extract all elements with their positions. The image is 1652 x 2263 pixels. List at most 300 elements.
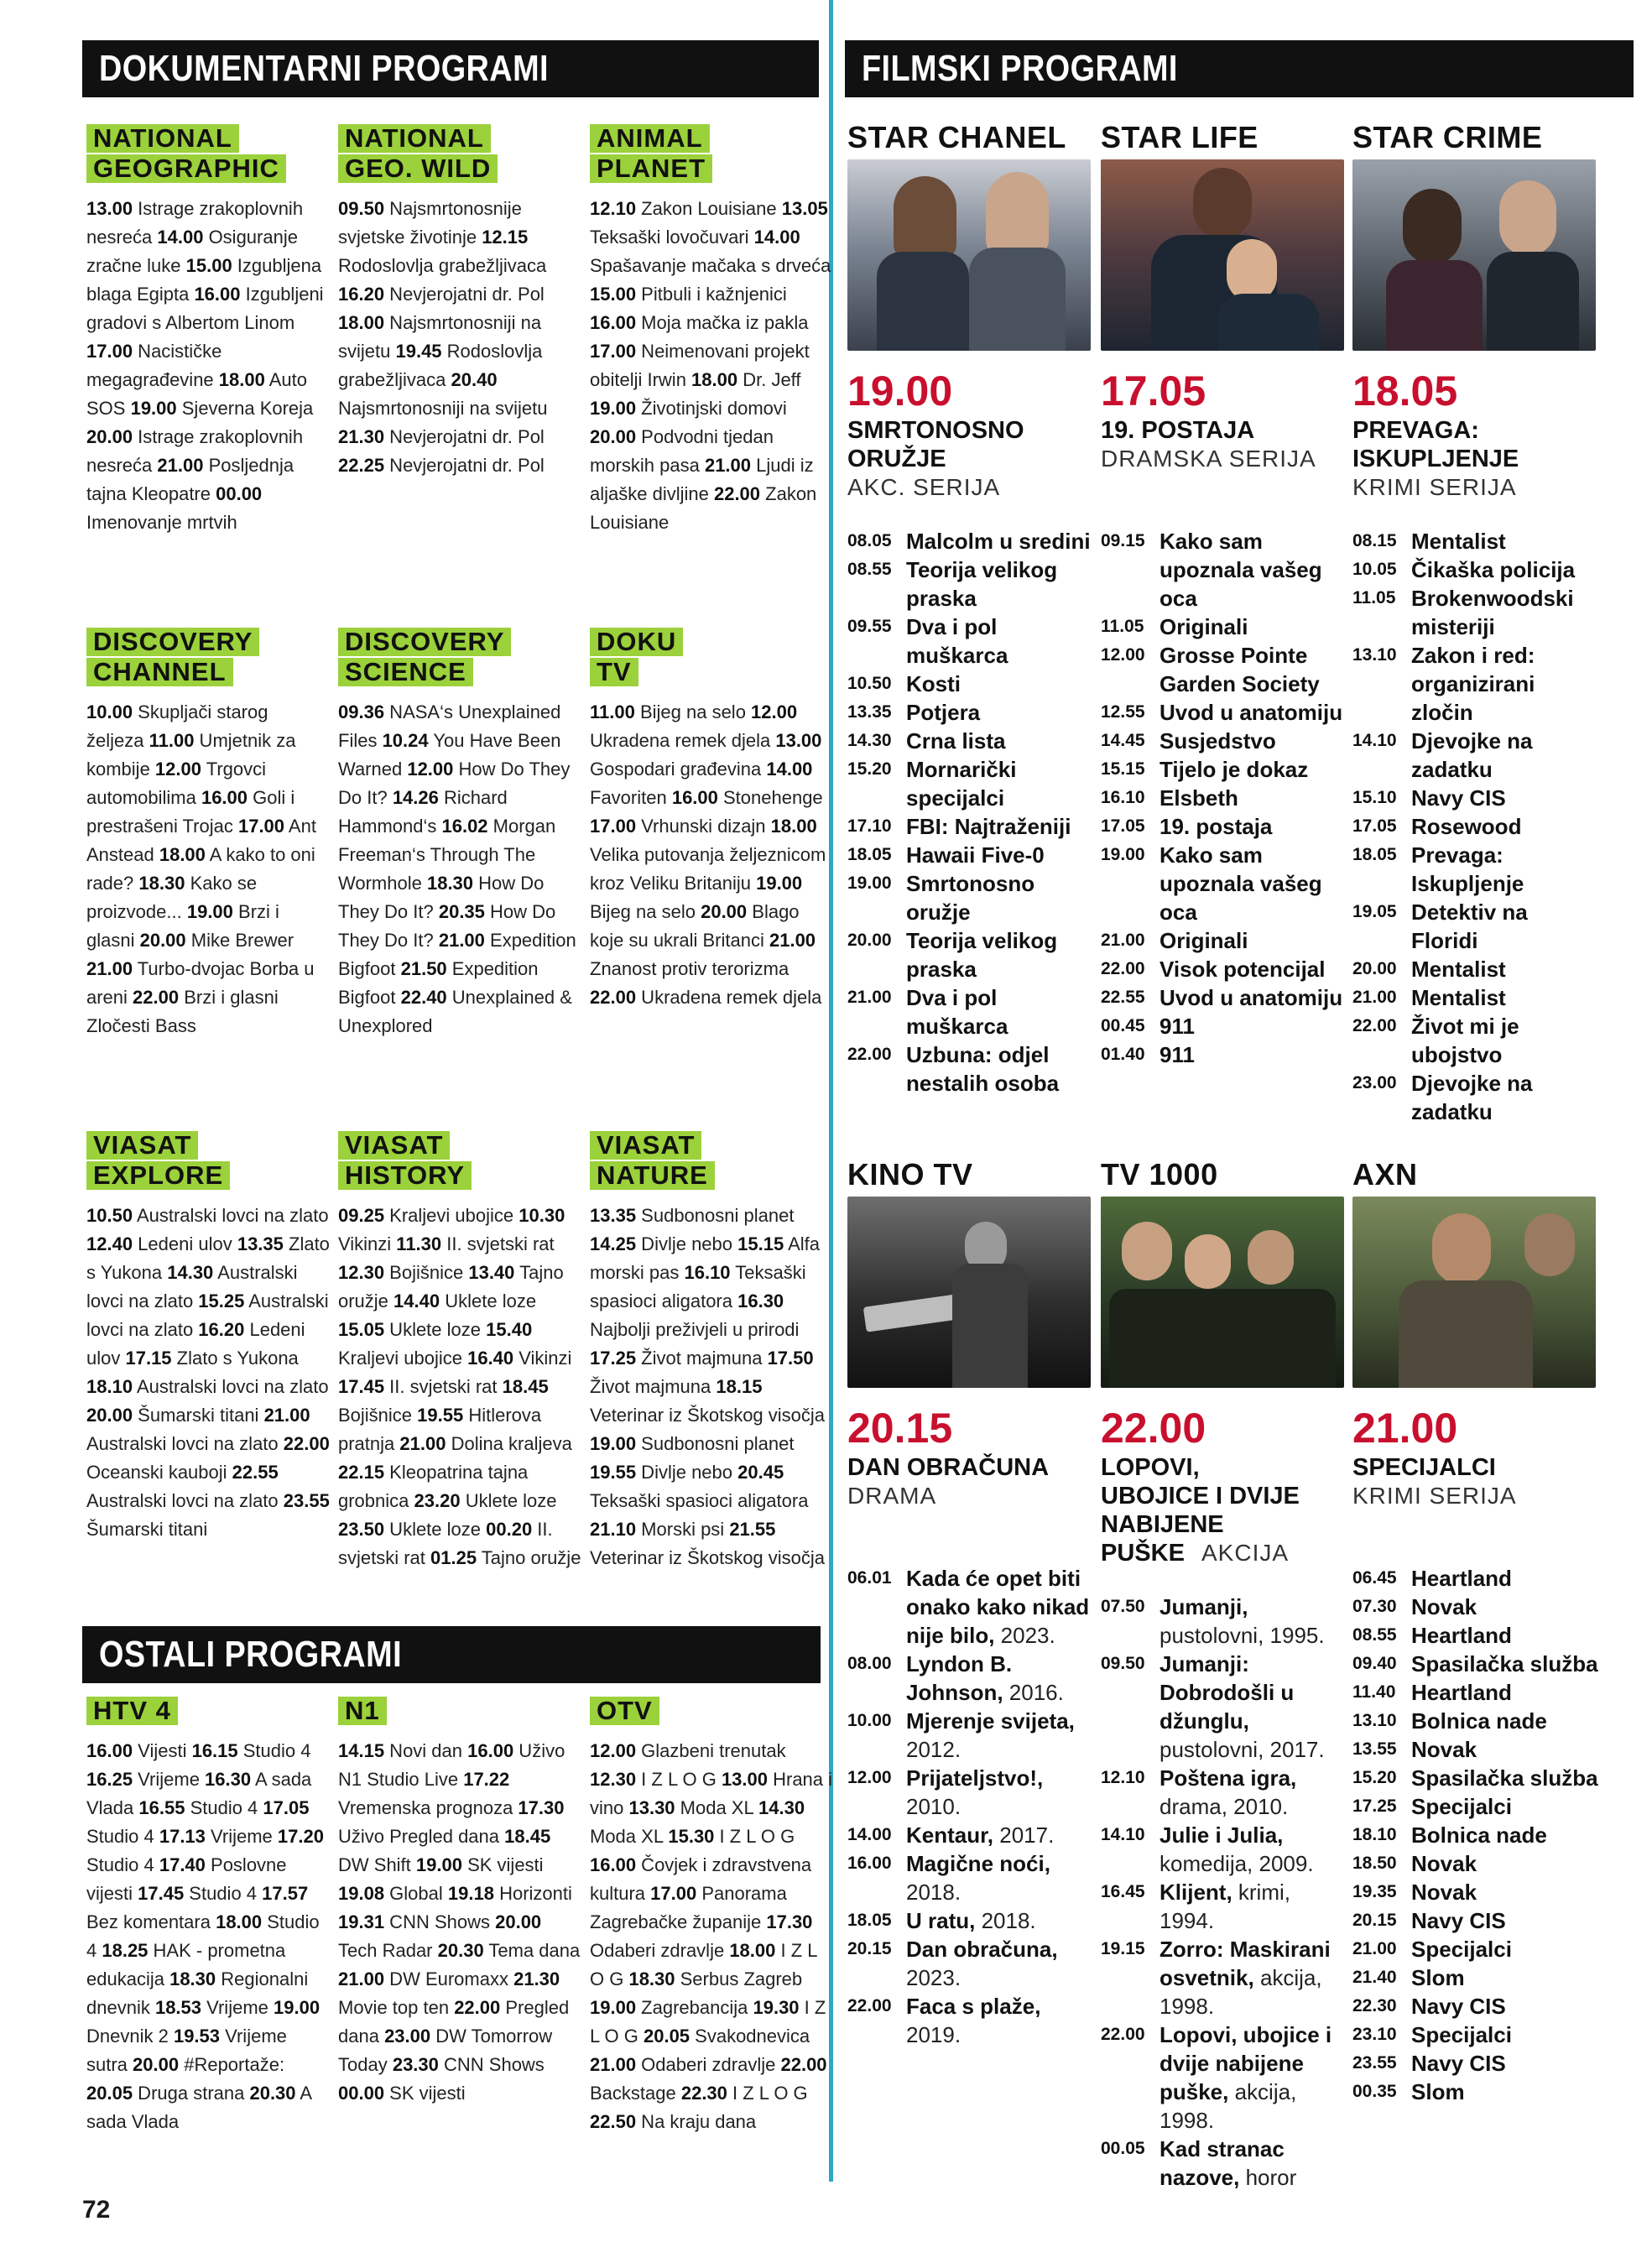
schedule-time: 06.01 xyxy=(847,1568,892,1588)
schedule-time: 15.15 xyxy=(1101,759,1145,779)
schedule-row xyxy=(1101,784,1348,812)
film-title: LOPOVI, UBOJICE I DVIJE NABIJENE PUŠKE xyxy=(1101,1454,1300,1567)
schedule-title: Čikaška policija xyxy=(1411,557,1576,582)
schedule-time: 14.00 xyxy=(847,1825,892,1844)
schedule-time: 22.00 xyxy=(1352,1016,1397,1035)
channel-national-geographic xyxy=(86,124,330,537)
channel-name: NATIONAL xyxy=(86,124,239,153)
schedule-row xyxy=(847,812,1095,841)
schedule-row xyxy=(847,755,1095,812)
schedule-time: 22.00 xyxy=(1101,2025,1145,2044)
schedule-title: Prevaga: Iskupljenje xyxy=(1411,842,1524,896)
channel-doku-tv xyxy=(590,628,833,1012)
schedule-title: Teorija velikog praska xyxy=(906,557,1058,611)
schedule-time: 23.00 xyxy=(1352,1073,1397,1092)
channel-htv4 xyxy=(86,1697,330,2136)
schedule-title: Novak xyxy=(1411,1851,1477,1876)
show-photo xyxy=(847,159,1091,351)
film-schedule xyxy=(847,527,1095,1098)
schedule-note: drama, 2010. xyxy=(1160,1794,1289,1819)
channel-name: DOKU xyxy=(590,628,683,656)
schedule-title: Julie i Julia, komedija, 2009. xyxy=(1160,1822,1314,1876)
film-genre: AKCIJA xyxy=(1201,1540,1290,1566)
schedule-row xyxy=(847,555,1095,613)
channel-name: PLANET xyxy=(590,154,712,183)
schedule-time: 19.00 xyxy=(1101,845,1145,864)
schedule-row xyxy=(847,1906,1095,1935)
schedule-row xyxy=(1352,2078,1600,2106)
film-star-life xyxy=(1101,119,1348,1069)
channel-discovery-science xyxy=(338,628,581,1040)
schedule-text: 12.10 Zakon Louisiane 13.05 Teksaški lovočuvari 14.00 Spašavanje mačaka s drveća 15.00 Pitbuli i kažnjenici 16.00 Moja mačka iz pakla 17.00 Neimenovani projekt obitelji Irwin 18.00 Dr. Jeff 19.00 Životinjski domovi 20.00 Podvodni tjedan morskih pasa 21.00 Ljudi iz aljaške divljine 22.00 Zakon Louisiane xyxy=(590,198,831,533)
page-number: 72 xyxy=(82,2196,111,2224)
schedule-time: 18.05 xyxy=(847,1911,892,1930)
schedule-title: Hawaii Five-0 xyxy=(906,842,1045,868)
schedule-time: 08.55 xyxy=(1352,1625,1397,1645)
schedule-title: Specijalci xyxy=(1411,1794,1512,1819)
schedule-title: Novak xyxy=(1411,1594,1477,1619)
schedule-time: 22.00 xyxy=(847,1045,892,1064)
schedule-time: 00.05 xyxy=(1101,2139,1145,2158)
schedule-time: 22.55 xyxy=(1101,988,1145,1007)
schedule-title: Zorro: Maskirani osvetnik, akcija, 1998. xyxy=(1160,1937,1331,2019)
schedule-title: Grosse Pointe Garden Society xyxy=(1160,643,1320,696)
schedule-title: Teorija velikog praska xyxy=(906,928,1058,982)
schedule-title: Susjedstvo xyxy=(1160,728,1276,753)
schedule-time: 09.50 xyxy=(1101,1654,1145,1673)
schedule-title: Prijateljstvo!, 2010. xyxy=(906,1765,1044,1819)
schedule-time: 18.50 xyxy=(1352,1854,1397,1873)
schedule-note: 2019. xyxy=(906,2022,961,2047)
schedule-time: 19.35 xyxy=(1352,1882,1397,1901)
schedule-row xyxy=(1101,613,1348,641)
schedule-time: 12.00 xyxy=(1101,645,1145,665)
schedule-note: 2023. xyxy=(906,1965,961,1990)
schedule-time: 22.30 xyxy=(1352,1996,1397,2015)
schedule-row xyxy=(1352,555,1600,584)
schedule-time: 00.35 xyxy=(1352,2082,1397,2101)
schedule-time: 11.05 xyxy=(1101,617,1144,636)
schedule-row xyxy=(847,670,1095,698)
channel-name: SCIENCE xyxy=(338,658,473,686)
schedule-title: Mentalist xyxy=(1411,957,1506,982)
show-photo xyxy=(1352,1197,1596,1388)
schedule-time: 14.10 xyxy=(1352,731,1397,750)
schedule-time: 08.55 xyxy=(847,560,892,579)
schedule-row xyxy=(1101,641,1348,698)
film-title: DAN OBRAČUNA xyxy=(847,1454,1050,1481)
schedule-title: Kako sam upoznala vašeg oca xyxy=(1160,529,1322,611)
section-header-other: OSTALI PROGRAMI xyxy=(82,1626,821,1683)
channel-name: N1 xyxy=(338,1697,387,1725)
schedule-note: horor xyxy=(1239,2165,1297,2190)
schedule-title: U ratu, 2018. xyxy=(906,1908,1036,1933)
film-title: PREVAGA: ISKUPLJENJE xyxy=(1352,417,1519,472)
schedule-row xyxy=(1352,1963,1600,1992)
schedule-row xyxy=(847,1935,1095,1992)
schedule-title: Heartland xyxy=(1411,1680,1512,1705)
schedule-title: Navy CIS xyxy=(1411,1994,1506,2019)
schedule-time: 12.10 xyxy=(1101,1768,1145,1787)
film-tv1000 xyxy=(1101,1156,1348,2192)
channel-national-geo-wild xyxy=(338,124,581,480)
schedule-time: 09.55 xyxy=(847,617,892,636)
schedule-row xyxy=(1352,1650,1600,1678)
schedule-time: 22.00 xyxy=(847,1996,892,2015)
film-channel-name: STAR CRIME xyxy=(1352,120,1543,154)
schedule-title: Život mi je ubojstvo xyxy=(1411,1014,1519,1067)
film-channel-name: STAR CHANEL xyxy=(847,120,1066,154)
schedule-title: Uzbuna: odjel nestalih osoba xyxy=(906,1042,1060,1096)
schedule-time: 18.10 xyxy=(1352,1825,1397,1844)
channel-name: NATURE xyxy=(590,1161,715,1190)
film-time: 18.05 xyxy=(1352,368,1458,415)
schedule-row xyxy=(1352,584,1600,641)
schedule-title: 19. postaja xyxy=(1160,814,1273,839)
film-time: 20.15 xyxy=(847,1405,953,1452)
schedule-time: 16.45 xyxy=(1101,1882,1145,1901)
schedule-time: 17.25 xyxy=(1352,1796,1397,1816)
schedule-row xyxy=(847,1707,1095,1764)
schedule-row xyxy=(1352,1906,1600,1935)
schedule-row xyxy=(1352,1735,1600,1764)
channel-viasat-explore xyxy=(86,1131,330,1544)
schedule-row xyxy=(1101,527,1348,613)
schedule-row xyxy=(1352,898,1600,955)
schedule-time: 14.10 xyxy=(1101,1825,1145,1844)
schedule-time: 00.45 xyxy=(1101,1016,1145,1035)
schedule-time: 14.30 xyxy=(847,731,892,750)
schedule-row xyxy=(1101,1821,1348,1878)
film-time: 22.00 xyxy=(1101,1405,1206,1452)
schedule-note: krimi, 1994. xyxy=(1160,1880,1290,1933)
show-photo xyxy=(847,1197,1091,1388)
schedule-row xyxy=(847,613,1095,670)
schedule-title: Mentalist xyxy=(1411,529,1506,554)
schedule-row xyxy=(1101,1935,1348,2021)
schedule-text: 12.00 Glazbeni trenutak 12.30 I Z L O G 13.00 Hrana i vino 13.30 Moda XL 14.30 Moda XL 15.30 I Z L O G 16.00 Čovjek i zdravstvena kultura 17.00 Panorama Zagrebačke županije 17.30 Odaberi zdravlje 18.00 I Z L O G 18.30 Serbus Zagreb 19.00 Zagrebancija 19.30 I Z L O G 20.05 Svakodnevica 21.00 Odaberi zdravlje 22.00 Backstage 22.30 I Z L O G 22.50 Na kraju dana xyxy=(590,1740,833,2132)
schedule-note: 2010. xyxy=(906,1794,961,1819)
schedule-time: 13.35 xyxy=(847,702,892,722)
schedule-title: Slom xyxy=(1411,1965,1465,1990)
section-header-film: FILMSKI PROGRAMI xyxy=(845,40,1634,97)
schedule-row xyxy=(1352,641,1600,727)
schedule-row xyxy=(1352,1792,1600,1821)
schedule-row xyxy=(847,1040,1095,1098)
schedule-title: Dan obračuna, 2023. xyxy=(906,1937,1058,1990)
schedule-title: Djevojke na zadatku xyxy=(1411,728,1533,782)
schedule-row xyxy=(1352,1935,1600,1963)
schedule-title: Novak xyxy=(1411,1880,1477,1905)
schedule-row xyxy=(847,983,1095,1040)
film-schedule xyxy=(847,1564,1095,2049)
schedule-time: 21.00 xyxy=(1352,988,1397,1007)
schedule-time: 13.10 xyxy=(1352,1711,1397,1730)
schedule-time: 20.00 xyxy=(847,931,892,950)
schedule-title: Brokenwoodski misteriji xyxy=(1411,586,1574,639)
channel-discovery-channel xyxy=(86,628,330,1040)
channel-name: GEO. WILD xyxy=(338,154,498,183)
schedule-title: Crna lista xyxy=(906,728,1006,753)
schedule-time: 06.45 xyxy=(1352,1568,1397,1588)
schedule-time: 18.05 xyxy=(847,845,892,864)
schedule-note: 2012. xyxy=(906,1737,961,1762)
schedule-time: 12.55 xyxy=(1101,702,1145,722)
channel-name: GEOGRAPHIC xyxy=(86,154,286,183)
schedule-note: 2018. xyxy=(906,1880,961,1905)
film-star-chanel xyxy=(847,119,1095,1098)
schedule-title: Jumanji: Dobrodošli u džunglu, pustolovni, 2017. xyxy=(1160,1651,1325,1762)
schedule-row xyxy=(847,527,1095,555)
schedule-title: Detektiv na Floridi xyxy=(1411,899,1528,953)
schedule-time: 13.55 xyxy=(1352,1739,1397,1759)
channel-animal-planet xyxy=(590,124,833,537)
schedule-row xyxy=(1352,1878,1600,1906)
schedule-title: Bolnica nade xyxy=(1411,1708,1547,1734)
film-title: 19. POSTAJA xyxy=(1101,417,1255,444)
schedule-row xyxy=(1101,1650,1348,1764)
channel-name: HTV 4 xyxy=(86,1697,178,1725)
schedule-text: 13.00 Istrage zrakoplovnih nesreća 14.00 Osiguranje zračne luke 15.00 Izgubljena blaga Egipta 16.00 Izgubljeni gradovi s Albertom Linom 17.00 Nacističke megagrađevine 18.00 Auto SOS 19.00 Sjeverna Koreja 20.00 Istrage zrakoplovnih nesreća 21.00 Posljednja tajna Kleopatre 00.00 Imenovanje mrtvih xyxy=(86,198,324,533)
schedule-row xyxy=(1101,812,1348,841)
channel-otv xyxy=(590,1697,833,2136)
schedule-time: 09.40 xyxy=(1352,1654,1397,1673)
schedule-title: Lyndon B. Johnson, 2016. xyxy=(906,1651,1064,1705)
schedule-time: 16.00 xyxy=(847,1854,892,1873)
film-schedule xyxy=(1352,1564,1600,2106)
schedule-time: 07.50 xyxy=(1101,1597,1145,1616)
schedule-text: 09.50 Najsmrtonosnije svjetske životinje 12.15 Rodoslovlja grabežljivaca 16.20 Nevjerojatni dr. Pol 18.00 Najsmrtonosniji na svijetu 19.45 Rodoslovlja grabežljivaca 20.40 Najsmrtonosniji na svijetu 21.30 Nevjerojatni dr. Pol 22.25 Nevjerojatni dr. Pol xyxy=(338,198,548,476)
film-genre: KRIMI SERIJA xyxy=(1352,474,1517,500)
film-axn xyxy=(1352,1156,1600,2106)
schedule-time: 15.20 xyxy=(1352,1768,1397,1787)
schedule-time: 10.05 xyxy=(1352,560,1397,579)
schedule-time: 22.00 xyxy=(1101,959,1145,978)
schedule-note: akcija, 1998. xyxy=(1160,2079,1297,2133)
schedule-row xyxy=(1101,983,1348,1012)
schedule-text: 13.35 Sudbonosni planet 14.25 Divlje nebo 15.15 Alfa morski pas 16.10 Teksaški spasioci aligatora 16.30 Najbolji preživjeli u prirodi 17.25 Život majmuna 17.50 Život majmuna 18.15 Veterinar iz Škotskog visočja 19.00 Sudbonosni planet 19.55 Divlje nebo 20.45 Teksaški spasioci aligatora 21.10 Morski psi 21.55 Veterinar iz Škotskog visočja xyxy=(590,1205,826,1568)
schedule-row xyxy=(847,1650,1095,1707)
schedule-time: 23.10 xyxy=(1352,2025,1397,2044)
schedule-row xyxy=(1101,1593,1348,1650)
schedule-note: akcija, 1998. xyxy=(1160,1965,1322,2019)
schedule-row xyxy=(1101,2135,1348,2192)
channel-name: VIASAT xyxy=(590,1131,701,1160)
schedule-title: Kako sam upoznala vašeg oca xyxy=(1160,842,1322,925)
schedule-row xyxy=(1352,1593,1600,1621)
channel-name: DISCOVERY xyxy=(86,628,259,656)
channel-name: VIASAT xyxy=(86,1131,198,1160)
schedule-title: Originali xyxy=(1160,614,1248,639)
film-title: SMRTONOSNO ORUŽJE xyxy=(847,417,1024,472)
schedule-title: Tijelo je dokaz xyxy=(1160,757,1309,782)
schedule-row xyxy=(1101,2021,1348,2135)
schedule-row xyxy=(847,1564,1095,1650)
channel-name: OTV xyxy=(590,1697,659,1725)
schedule-title: Navy CIS xyxy=(1411,2051,1506,2076)
schedule-time: 11.40 xyxy=(1352,1682,1396,1702)
schedule-time: 15.10 xyxy=(1352,788,1397,807)
schedule-title: Mjerenje svijeta, 2012. xyxy=(906,1708,1075,1762)
channel-viasat-history xyxy=(338,1131,581,1572)
schedule-row xyxy=(1352,1707,1600,1735)
schedule-note: 2018. xyxy=(975,1908,1036,1933)
schedule-title: Kad stranac nazove, horor xyxy=(1160,2136,1297,2190)
schedule-text: 16.00 Vijesti 16.15 Studio 4 16.25 Vrijeme 16.30 A sada Vlada 16.55 Studio 4 17.05 Studio 4 17.13 Vrijeme 17.20 Studio 4 17.40 Poslovne vijesti 17.45 Studio 4 17.57 Bez komentara 18.00 Studio 4 18.25 HAK - prometna edukacija 18.30 Regionalni dnevnik 18.53 Vrijeme 19.00 Dnevnik 2 19.53 Vrijeme sutra 20.00 #Reportaže: 20.05 Druga strana 20.30 A sada Vlada xyxy=(86,1740,324,2132)
channel-name: VIASAT xyxy=(338,1131,450,1160)
schedule-note: 2016. xyxy=(1003,1680,1064,1705)
schedule-note: pustolovni, 2017. xyxy=(1160,1737,1325,1762)
schedule-title: Visok potencijal xyxy=(1160,957,1326,982)
schedule-time: 15.20 xyxy=(847,759,892,779)
film-genre: KRIMI SERIJA xyxy=(1352,1483,1517,1509)
schedule-title: Heartland xyxy=(1411,1623,1512,1648)
schedule-time: 01.40 xyxy=(1101,1045,1145,1064)
show-photo xyxy=(1352,159,1596,351)
schedule-title: Magične noći, 2018. xyxy=(906,1851,1050,1905)
film-time: 21.00 xyxy=(1352,1405,1458,1452)
schedule-time: 21.00 xyxy=(1352,1939,1397,1958)
schedule-title: Specijalci xyxy=(1411,2022,1512,2047)
schedule-title: Uvod u anatomiju xyxy=(1160,700,1343,725)
channel-viasat-nature xyxy=(590,1131,833,1572)
schedule-time: 23.55 xyxy=(1352,2053,1397,2073)
schedule-time: 17.05 xyxy=(1101,816,1145,836)
schedule-row xyxy=(1101,955,1348,983)
schedule-title: 911 xyxy=(1160,1014,1195,1039)
film-kino-tv xyxy=(847,1156,1095,2049)
schedule-title: Navy CIS xyxy=(1411,785,1506,811)
schedule-title: Mornarički specijalci xyxy=(906,757,1017,811)
schedule-row xyxy=(1352,1621,1600,1650)
schedule-note: 2023. xyxy=(994,1623,1055,1648)
schedule-title: Uvod u anatomiju xyxy=(1160,985,1343,1010)
schedule-row xyxy=(1352,2021,1600,2049)
schedule-row xyxy=(1101,1012,1348,1040)
schedule-time: 10.00 xyxy=(847,1711,892,1730)
schedule-row xyxy=(1352,1678,1600,1707)
film-schedule xyxy=(1101,527,1348,1069)
schedule-title: Malcolm u sredini xyxy=(906,529,1091,554)
schedule-text: 09.36 NASA‘s Unexplained Files 10.24 You Have Been Warned 12.00 How Do They Do It? 14.26 Richard Hammond‘s 16.02 Morgan Freeman‘s Through The Wormhole 18.30 How Do They Do It? 20.35 How Do They Do It? 21.00 Expedition Bigfoot 21.50 Expedition Bigfoot 22.40 Unexplained & Unexplored xyxy=(338,701,576,1036)
film-title: SPECIJALCI xyxy=(1352,1454,1496,1481)
schedule-row xyxy=(847,1992,1095,2049)
schedule-row xyxy=(1352,1821,1600,1849)
section-header-documentary: DOKUMENTARNI PROGRAMI xyxy=(82,40,819,97)
schedule-note: komedija, 2009. xyxy=(1160,1851,1314,1876)
film-schedule xyxy=(1101,1593,1348,2192)
schedule-note: 2017. xyxy=(993,1822,1055,1848)
schedule-time: 21.00 xyxy=(847,988,892,1007)
schedule-title: Poštena igra, drama, 2010. xyxy=(1160,1765,1297,1819)
film-channel-name: KINO TV xyxy=(847,1157,973,1191)
channel-name: DISCOVERY xyxy=(338,628,511,656)
schedule-row xyxy=(1101,698,1348,727)
schedule-time: 14.45 xyxy=(1101,731,1145,750)
schedule-row xyxy=(847,1849,1095,1906)
channel-name: TV xyxy=(590,658,638,686)
schedule-row xyxy=(847,841,1095,869)
schedule-title: Klijent, krimi, 1994. xyxy=(1160,1880,1290,1933)
schedule-time: 08.15 xyxy=(1352,531,1397,550)
film-channel-name: AXN xyxy=(1352,1157,1418,1191)
schedule-row xyxy=(1101,841,1348,926)
schedule-title: Mentalist xyxy=(1411,985,1506,1010)
schedule-text: 11.00 Bijeg na selo 12.00 Ukradena remek djela 13.00 Gospodari građevina 14.00 Favoriten 16.00 Stonehenge 17.00 Vrhunski dizajn 18.00 Velika putovanja željeznicom kroz Veliku Britaniju 19.00 Bijeg na selo 20.00 Blago koje su ukrali Britanci 21.00 Znanost protiv terorizma 22.00 Ukradena remek djela xyxy=(590,701,826,1008)
schedule-title: Djevojke na zadatku xyxy=(1411,1071,1533,1124)
schedule-row xyxy=(1101,1878,1348,1935)
schedule-time: 09.15 xyxy=(1101,531,1145,550)
schedule-row xyxy=(1101,1040,1348,1069)
schedule-title: Originali xyxy=(1160,928,1248,953)
schedule-time: 20.00 xyxy=(1352,959,1397,978)
schedule-time: 16.10 xyxy=(1101,788,1145,807)
schedule-title: Rosewood xyxy=(1411,814,1522,839)
schedule-time: 18.05 xyxy=(1352,845,1397,864)
schedule-title: Zakon i red: organizirani zločin xyxy=(1411,643,1535,725)
schedule-row xyxy=(1352,812,1600,841)
schedule-time: 08.05 xyxy=(847,531,892,550)
schedule-title: Potjera xyxy=(906,700,981,725)
schedule-row xyxy=(847,727,1095,755)
film-genre: AKC. SERIJA xyxy=(847,474,1001,500)
schedule-row xyxy=(1352,983,1600,1012)
film-time: 19.00 xyxy=(847,368,953,415)
channel-name: EXPLORE xyxy=(86,1161,230,1190)
schedule-title: Kentaur, 2017. xyxy=(906,1822,1055,1848)
schedule-text: 09.25 Kraljevi ubojice 10.30 Vikinzi 11.30 II. svjetski rat 12.30 Bojišnice 13.40 Tajno oružje 14.40 Uklete loze 15.05 Uklete loze 15.40 Kraljevi ubojice 16.40 Vikinzi 17.45 II. svjetski rat 18.45 Bojišnice 19.55 Hitlerova pratnja 21.00 Dolina kraljeva 22.15 Kleopatrina tajna grobnica 23.20 Uklete loze 23.50 Uklete loze 00.20 II. svjetski rat 01.25 Tajno oružje xyxy=(338,1205,581,1568)
schedule-title: Elsbeth xyxy=(1160,785,1238,811)
schedule-row xyxy=(1352,2049,1600,2078)
schedule-row xyxy=(1352,1764,1600,1792)
schedule-row xyxy=(1352,1012,1600,1069)
schedule-row xyxy=(1101,1764,1348,1821)
schedule-row xyxy=(1352,1849,1600,1878)
schedule-time: 21.00 xyxy=(1101,931,1145,950)
schedule-row xyxy=(1101,926,1348,955)
channel-name: ANIMAL xyxy=(590,124,710,153)
film-genre: DRAMA xyxy=(847,1483,937,1509)
schedule-title: Bolnica nade xyxy=(1411,1822,1547,1848)
schedule-row xyxy=(1352,784,1600,812)
schedule-title: Spasilačka služba xyxy=(1411,1651,1598,1676)
schedule-time: 21.40 xyxy=(1352,1968,1397,1987)
schedule-title: Smrtonosno oružje xyxy=(906,871,1035,925)
schedule-row xyxy=(1352,1992,1600,2021)
schedule-title: Dva i pol muškarca xyxy=(906,985,1008,1039)
channel-name: HISTORY xyxy=(338,1161,472,1190)
schedule-row xyxy=(1352,955,1600,983)
schedule-text: 14.15 Novi dan 16.00 Uživo N1 Studio Live 17.22 Vremenska prognoza 17.30 Uživo Pregled dana 18.45 DW Shift 19.00 SK vijesti 19.08 Global 19.18 Horizonti 19.31 CNN Shows 20.00 Tech Radar 20.30 Tema dana 21.00 DW Euromaxx 21.30 Movie top ten 22.00 Pregled dana 23.00 DW Tomorrow Today 23.30 CNN Shows 00.00 SK vijesti xyxy=(338,1740,581,2104)
schedule-time: 13.10 xyxy=(1352,645,1397,665)
schedule-title: Dva i pol muškarca xyxy=(906,614,1008,668)
schedule-title: Navy CIS xyxy=(1411,1908,1506,1933)
schedule-time: 12.00 xyxy=(847,1768,892,1787)
schedule-title: 911 xyxy=(1160,1042,1195,1067)
schedule-time: 19.00 xyxy=(847,873,892,893)
schedule-note: pustolovni, 1995. xyxy=(1160,1623,1325,1648)
schedule-row xyxy=(847,1764,1095,1821)
schedule-time: 20.15 xyxy=(1352,1911,1397,1930)
schedule-title: Faca s plaže, 2019. xyxy=(906,1994,1041,2047)
schedule-row xyxy=(1352,527,1600,555)
schedule-title: FBI: Najtraženiji xyxy=(906,814,1071,839)
schedule-title: Jumanji, pustolovni, 1995. xyxy=(1160,1594,1325,1648)
channel-name: CHANNEL xyxy=(86,658,233,686)
film-channel-name: TV 1000 xyxy=(1101,1157,1218,1191)
schedule-row xyxy=(1101,727,1348,755)
schedule-row xyxy=(847,926,1095,983)
